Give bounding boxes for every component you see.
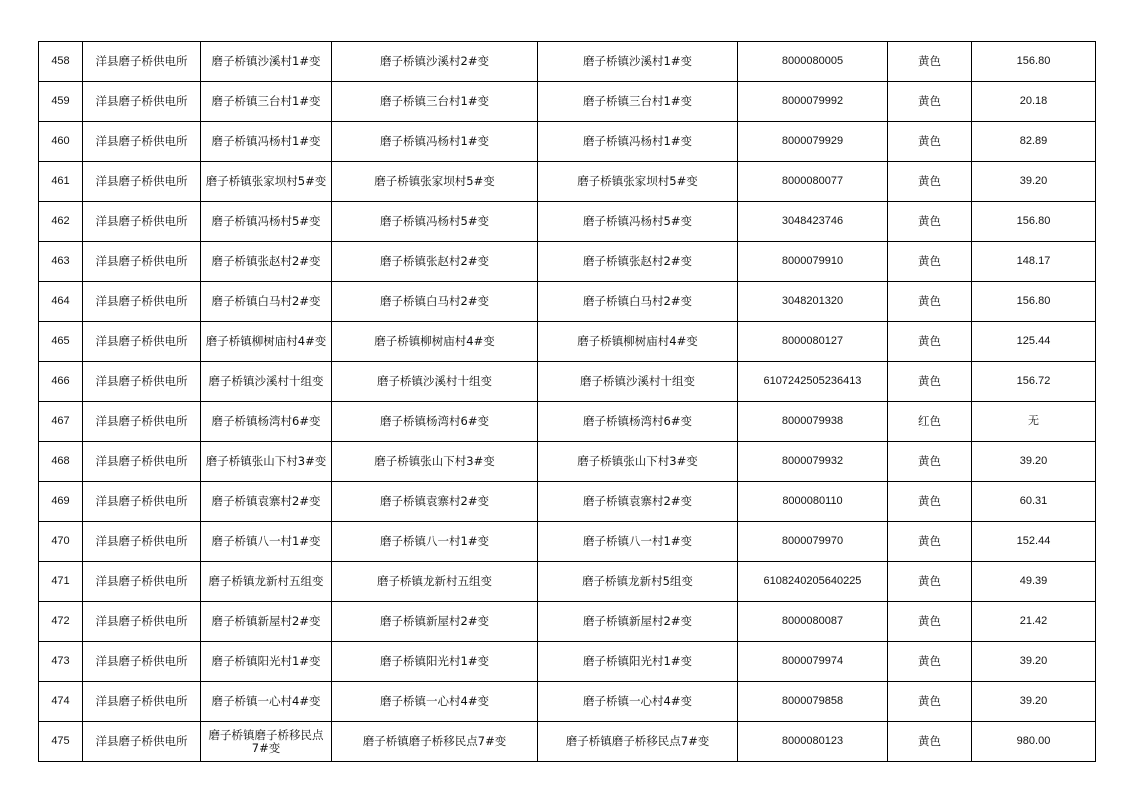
cell-seq: 474 — [39, 682, 83, 722]
cell-area: 磨子桥镇一心村4#变 — [538, 682, 738, 722]
cell-station: 洋县磨子桥供电所 — [83, 682, 201, 722]
cell-station: 洋县磨子桥供电所 — [83, 242, 201, 282]
cell-value: 152.44 — [972, 522, 1096, 562]
cell-station: 洋县磨子桥供电所 — [83, 442, 201, 482]
cell-level: 黄色 — [888, 122, 972, 162]
cell-level: 黄色 — [888, 642, 972, 682]
cell-line: 磨子桥镇阳光村1#变 — [201, 642, 332, 682]
cell-value: 20.18 — [972, 82, 1096, 122]
cell-area: 磨子桥镇三台村1#变 — [538, 82, 738, 122]
cell-code: 8000079992 — [738, 82, 888, 122]
cell-value: 39.20 — [972, 682, 1096, 722]
cell-level: 黄色 — [888, 442, 972, 482]
cell-code: 8000079974 — [738, 642, 888, 682]
cell-area: 磨子桥镇阳光村1#变 — [538, 642, 738, 682]
cell-station: 洋县磨子桥供电所 — [83, 562, 201, 602]
cell-level: 黄色 — [888, 162, 972, 202]
cell-area: 磨子桥镇冯杨村1#变 — [538, 122, 738, 162]
cell-level: 红色 — [888, 402, 972, 442]
cell-seq: 463 — [39, 242, 83, 282]
table-row — [39, 642, 1096, 682]
cell-seq: 459 — [39, 82, 83, 122]
cell-transformer: 磨子桥镇杨湾村6#变 — [332, 402, 538, 442]
cell-transformer: 磨子桥镇磨子桥移民点7#变 — [332, 722, 538, 762]
cell-area: 磨子桥镇沙溪村十组变 — [538, 362, 738, 402]
cell-station: 洋县磨子桥供电所 — [83, 402, 201, 442]
cell-line: 磨子桥镇白马村2#变 — [201, 282, 332, 322]
cell-station: 洋县磨子桥供电所 — [83, 642, 201, 682]
cell-station: 洋县磨子桥供电所 — [83, 282, 201, 322]
cell-value: 无 — [972, 402, 1096, 442]
table-row — [39, 402, 1096, 442]
cell-station: 洋县磨子桥供电所 — [83, 602, 201, 642]
cell-code: 8000079910 — [738, 242, 888, 282]
cell-transformer: 磨子桥镇冯杨村5#变 — [332, 202, 538, 242]
table-row — [39, 602, 1096, 642]
cell-line: 磨子桥镇八一村1#变 — [201, 522, 332, 562]
cell-level: 黄色 — [888, 522, 972, 562]
cell-transformer: 磨子桥镇张赵村2#变 — [332, 242, 538, 282]
cell-value: 82.89 — [972, 122, 1096, 162]
cell-level: 黄色 — [888, 562, 972, 602]
cell-seq: 467 — [39, 402, 83, 442]
cell-area: 磨子桥镇新屋村2#变 — [538, 602, 738, 642]
cell-transformer: 磨子桥镇张家坝村5#变 — [332, 162, 538, 202]
cell-seq: 475 — [39, 722, 83, 762]
cell-seq: 469 — [39, 482, 83, 522]
cell-seq: 468 — [39, 442, 83, 482]
cell-station: 洋县磨子桥供电所 — [83, 162, 201, 202]
table-row — [39, 122, 1096, 162]
cell-value: 156.72 — [972, 362, 1096, 402]
cell-seq: 464 — [39, 282, 83, 322]
cell-seq: 458 — [39, 42, 83, 82]
cell-value: 60.31 — [972, 482, 1096, 522]
cell-station: 洋县磨子桥供电所 — [83, 522, 201, 562]
transformer-table — [38, 41, 1096, 762]
cell-line: 磨子桥镇杨湾村6#变 — [201, 402, 332, 442]
table-row — [39, 362, 1096, 402]
cell-code: 3048423746 — [738, 202, 888, 242]
cell-level: 黄色 — [888, 82, 972, 122]
cell-code: 6108240205640225 — [738, 562, 888, 602]
cell-level: 黄色 — [888, 282, 972, 322]
cell-code: 8000079970 — [738, 522, 888, 562]
table-row — [39, 562, 1096, 602]
cell-code: 6107242505236413 — [738, 362, 888, 402]
cell-station: 洋县磨子桥供电所 — [83, 482, 201, 522]
cell-line: 磨子桥镇张山下村3#变 — [201, 442, 332, 482]
cell-area: 磨子桥镇张家坝村5#变 — [538, 162, 738, 202]
cell-station: 洋县磨子桥供电所 — [83, 722, 201, 762]
document-page — [38, 41, 1095, 762]
cell-level: 黄色 — [888, 242, 972, 282]
cell-transformer: 磨子桥镇阳光村1#变 — [332, 642, 538, 682]
table-row — [39, 322, 1096, 362]
cell-line: 磨子桥镇柳树庙村4#变 — [201, 322, 332, 362]
cell-line: 磨子桥镇袁寨村2#变 — [201, 482, 332, 522]
cell-level: 黄色 — [888, 482, 972, 522]
table-row — [39, 682, 1096, 722]
cell-level: 黄色 — [888, 202, 972, 242]
cell-code: 8000079932 — [738, 442, 888, 482]
table-row — [39, 162, 1096, 202]
cell-value: 39.20 — [972, 162, 1096, 202]
cell-area: 磨子桥镇磨子桥移民点7#变 — [538, 722, 738, 762]
cell-line: 磨子桥镇磨子桥移民点7#变 — [201, 722, 332, 762]
cell-transformer: 磨子桥镇袁寨村2#变 — [332, 482, 538, 522]
cell-seq: 462 — [39, 202, 83, 242]
cell-value: 125.44 — [972, 322, 1096, 362]
cell-seq: 465 — [39, 322, 83, 362]
table-row — [39, 202, 1096, 242]
cell-code: 8000079929 — [738, 122, 888, 162]
cell-seq: 473 — [39, 642, 83, 682]
cell-transformer: 磨子桥镇一心村4#变 — [332, 682, 538, 722]
cell-line: 磨子桥镇冯杨村1#变 — [201, 122, 332, 162]
cell-area: 磨子桥镇袁寨村2#变 — [538, 482, 738, 522]
cell-line: 磨子桥镇三台村1#变 — [201, 82, 332, 122]
cell-seq: 470 — [39, 522, 83, 562]
cell-value: 49.39 — [972, 562, 1096, 602]
cell-area: 磨子桥镇沙溪村1#变 — [538, 42, 738, 82]
cell-line: 磨子桥镇张赵村2#变 — [201, 242, 332, 282]
cell-area: 磨子桥镇张赵村2#变 — [538, 242, 738, 282]
cell-seq: 460 — [39, 122, 83, 162]
cell-value: 148.17 — [972, 242, 1096, 282]
cell-station: 洋县磨子桥供电所 — [83, 42, 201, 82]
cell-station: 洋县磨子桥供电所 — [83, 122, 201, 162]
cell-level: 黄色 — [888, 42, 972, 82]
cell-station: 洋县磨子桥供电所 — [83, 202, 201, 242]
cell-value: 39.20 — [972, 442, 1096, 482]
table-body — [39, 42, 1096, 762]
cell-line: 磨子桥镇新屋村2#变 — [201, 602, 332, 642]
cell-area: 磨子桥镇八一村1#变 — [538, 522, 738, 562]
cell-transformer: 磨子桥镇三台村1#变 — [332, 82, 538, 122]
cell-line: 磨子桥镇龙新村五组变 — [201, 562, 332, 602]
cell-level: 黄色 — [888, 722, 972, 762]
cell-code: 8000079938 — [738, 402, 888, 442]
cell-transformer: 磨子桥镇沙溪村十组变 — [332, 362, 538, 402]
cell-area: 磨子桥镇龙新村5组变 — [538, 562, 738, 602]
cell-value: 156.80 — [972, 202, 1096, 242]
cell-station: 洋县磨子桥供电所 — [83, 322, 201, 362]
cell-transformer: 磨子桥镇柳树庙村4#变 — [332, 322, 538, 362]
cell-code: 8000080123 — [738, 722, 888, 762]
cell-seq: 466 — [39, 362, 83, 402]
cell-transformer: 磨子桥镇冯杨村1#变 — [332, 122, 538, 162]
cell-code: 8000080005 — [738, 42, 888, 82]
table-row — [39, 42, 1096, 82]
cell-level: 黄色 — [888, 362, 972, 402]
cell-value: 980.00 — [972, 722, 1096, 762]
cell-value: 21.42 — [972, 602, 1096, 642]
table-row — [39, 442, 1096, 482]
cell-code: 8000080087 — [738, 602, 888, 642]
table-row — [39, 282, 1096, 322]
cell-transformer: 磨子桥镇新屋村2#变 — [332, 602, 538, 642]
cell-value: 39.20 — [972, 642, 1096, 682]
table-row — [39, 522, 1096, 562]
cell-transformer: 磨子桥镇八一村1#变 — [332, 522, 538, 562]
cell-transformer: 磨子桥镇白马村2#变 — [332, 282, 538, 322]
table-row — [39, 82, 1096, 122]
cell-line: 磨子桥镇张家坝村5#变 — [201, 162, 332, 202]
table-row — [39, 242, 1096, 282]
cell-line: 磨子桥镇沙溪村1#变 — [201, 42, 332, 82]
cell-code: 3048201320 — [738, 282, 888, 322]
cell-code: 8000080127 — [738, 322, 888, 362]
cell-level: 黄色 — [888, 602, 972, 642]
cell-transformer: 磨子桥镇龙新村五组变 — [332, 562, 538, 602]
cell-area: 磨子桥镇张山下村3#变 — [538, 442, 738, 482]
cell-code: 8000079858 — [738, 682, 888, 722]
table-row — [39, 482, 1096, 522]
cell-line: 磨子桥镇沙溪村十组变 — [201, 362, 332, 402]
cell-transformer: 磨子桥镇沙溪村2#变 — [332, 42, 538, 82]
cell-station: 洋县磨子桥供电所 — [83, 82, 201, 122]
cell-seq: 472 — [39, 602, 83, 642]
cell-level: 黄色 — [888, 322, 972, 362]
cell-transformer: 磨子桥镇张山下村3#变 — [332, 442, 538, 482]
cell-code: 8000080077 — [738, 162, 888, 202]
cell-area: 磨子桥镇柳树庙村4#变 — [538, 322, 738, 362]
cell-seq: 461 — [39, 162, 83, 202]
cell-area: 磨子桥镇白马村2#变 — [538, 282, 738, 322]
cell-line: 磨子桥镇一心村4#变 — [201, 682, 332, 722]
cell-value: 156.80 — [972, 282, 1096, 322]
cell-seq: 471 — [39, 562, 83, 602]
cell-code: 8000080110 — [738, 482, 888, 522]
cell-value: 156.80 — [972, 42, 1096, 82]
cell-station: 洋县磨子桥供电所 — [83, 362, 201, 402]
cell-area: 磨子桥镇杨湾村6#变 — [538, 402, 738, 442]
cell-line: 磨子桥镇冯杨村5#变 — [201, 202, 332, 242]
cell-level: 黄色 — [888, 682, 972, 722]
cell-area: 磨子桥镇冯杨村5#变 — [538, 202, 738, 242]
table-row — [39, 722, 1096, 762]
